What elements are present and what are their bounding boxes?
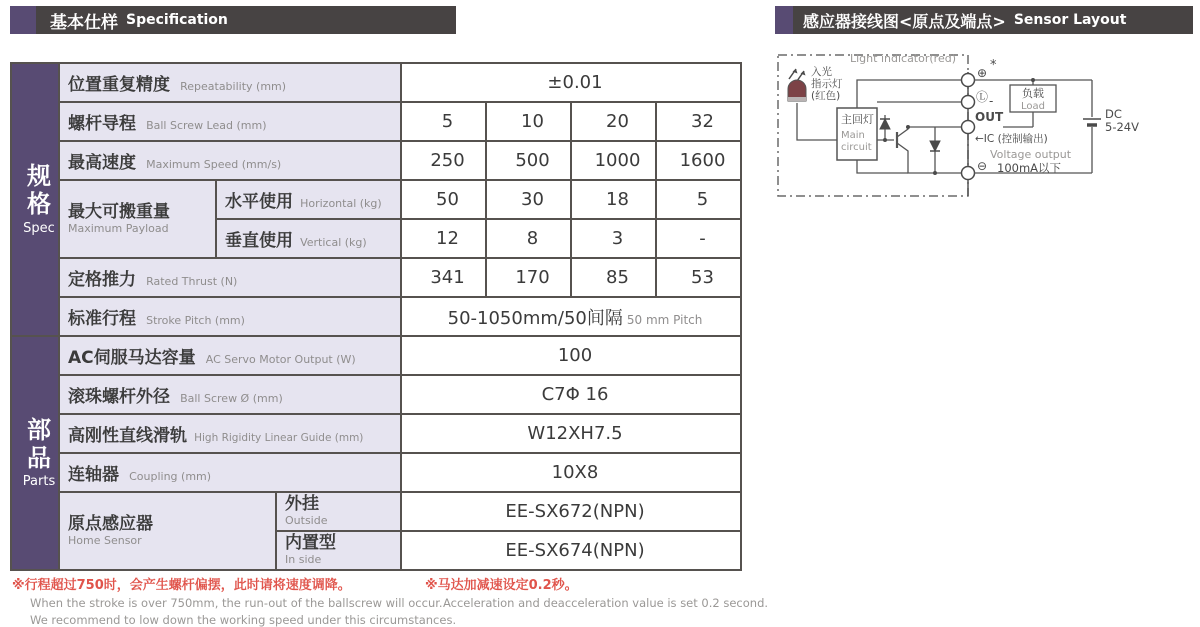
lead-value-2: 10 [486, 102, 571, 141]
terminal-out-label: OUT [975, 110, 1004, 124]
spec-header-bar [10, 6, 456, 34]
sensor-wiring-diagram [775, 45, 1155, 205]
sensor-layout-header-bar [775, 6, 1193, 34]
screw-od-value: C7Φ 16 [401, 375, 741, 414]
inside-zh: 内置型 [285, 533, 336, 554]
lead-value-3: 20 [571, 102, 656, 141]
servo-zh: AC伺服马达容量 [68, 348, 196, 368]
row-payload-horizontal [11, 180, 741, 219]
stroke-en: Stroke Pitch (mm) [146, 314, 245, 327]
sidebar-spec-zh1: 规 [27, 162, 51, 191]
speed-label [59, 141, 401, 180]
speed-value-1: 250 [401, 141, 486, 180]
purple-accent-square [10, 6, 36, 34]
footnote-acceleration [425, 574, 768, 610]
speed-en: Maximum Speed (mm/s) [146, 158, 282, 171]
coupling-value: 10X8 [401, 453, 741, 492]
row-coupling [11, 453, 741, 492]
vertical-value-4: - [656, 219, 741, 258]
incident-light-label-2: 指示灯 [811, 78, 843, 90]
thrust-value-3: 85 [571, 258, 656, 297]
coupling-label [59, 453, 401, 492]
guide-zh: 高刚性直线滑轨 [68, 426, 187, 446]
spec-header-zh: 基本仕样 [50, 12, 118, 33]
terminal-star-label: * [990, 58, 997, 73]
row-ball-screw-od [11, 375, 741, 414]
incident-light-arrows-icon [789, 69, 806, 81]
stroke-value-main: 50-1050mm/50间隔 [447, 307, 623, 329]
row-servo-output [11, 336, 741, 375]
row-linear-guide [11, 414, 741, 453]
incident-light-label-3: (红色) [811, 90, 841, 102]
speed-value-4: 1600 [656, 141, 741, 180]
screw-od-zh: 滚珠螺杆外径 [68, 387, 170, 407]
speed-value-2: 500 [486, 141, 571, 180]
screw-od-en: Ball Screw Ø (mm) [180, 392, 283, 405]
sensor-header-en: Sensor Layout [1013, 12, 1127, 28]
horizontal-label [216, 180, 401, 219]
lead-value-1: 5 [401, 102, 486, 141]
horizontal-value-1: 50 [401, 180, 486, 219]
repeatability-value: ±0.01 [401, 63, 741, 102]
main-circuit-en2: circuit [841, 142, 872, 153]
horizontal-value-3: 18 [571, 180, 656, 219]
row-repeatability [11, 63, 741, 102]
row-rated-thrust [11, 258, 741, 297]
row-max-speed [11, 141, 741, 180]
home-sensor-en: Home Sensor [68, 533, 142, 547]
dc-label: DC [1105, 107, 1122, 121]
payload-label [59, 180, 216, 258]
horizontal-zh: 水平使用 [225, 192, 293, 212]
terminal-l-label: Ⓛ [976, 90, 989, 104]
footnote-stroke-en2: We recommend to low down the working speed under this circumstances. [30, 613, 457, 627]
guide-en: High Rigidity Linear Guide (mm) [194, 432, 364, 444]
spec-header-en: Specification [126, 12, 228, 28]
lead-zh: 螺杆导程 [68, 114, 136, 134]
sensor-header-zh: 感应器接线图<原点及端点> [803, 11, 1006, 31]
lead-en: Ball Screw Lead (mm) [146, 119, 267, 132]
junction-dot [1031, 78, 1035, 82]
vertical-value-2: 8 [486, 219, 571, 258]
inside-value: EE-SX674(NPN) [401, 531, 741, 570]
lead-value-4: 32 [656, 102, 741, 141]
coupling-zh: 连轴器 [68, 465, 119, 485]
terminal-l-dash: - [989, 94, 994, 108]
thrust-en: Rated Thrust (N) [146, 275, 238, 288]
outside-value: EE-SX672(NPN) [401, 492, 741, 531]
servo-value: 100 [401, 336, 741, 375]
sidebar-spec-zh2: 格 [27, 190, 51, 218]
lead-label [59, 102, 401, 141]
footnote-stroke-en1: When the stroke is over 750mm, the run-out of the ballscrew will occur. [30, 596, 443, 610]
thrust-label [59, 258, 401, 297]
stroke-value [401, 297, 741, 336]
repeatability-label [59, 63, 401, 102]
junction-dots [883, 125, 937, 175]
stroke-label [59, 297, 401, 336]
footnote-stroke [12, 574, 456, 627]
servo-label [59, 336, 401, 375]
zener-diode-icons [880, 119, 940, 151]
outside-label [276, 492, 401, 531]
horizontal-value-4: 5 [656, 180, 741, 219]
footnote-accel-zh: ※马达加减速设定0.2秒。 [425, 578, 578, 593]
servo-en: AC Servo Motor Output (W) [205, 353, 356, 366]
stroke-value-suffix: 50 mm Pitch [626, 312, 703, 327]
outside-en: Outside [285, 514, 328, 528]
footnote-stroke-zh: ※行程超过750时，会产生螺杆偏摆，此时请将速度调降。 [12, 578, 351, 593]
thrust-zh: 定格推力 [68, 270, 136, 290]
payload-en: Maximum Payload [68, 221, 169, 235]
guide-value: W12XH7.5 [401, 414, 741, 453]
vertical-value-1: 12 [401, 219, 486, 258]
repeatability-en: Repeatability (mm) [180, 80, 287, 93]
repeatability-zh: 位置重复精度 [68, 75, 170, 95]
terminal-plus-label: ⊕ [977, 66, 988, 80]
coupling-en: Coupling (mm) [129, 470, 212, 483]
payload-zh: 最大可搬重量 [68, 201, 170, 222]
horizontal-en: Horizontal (kg) [300, 197, 382, 210]
sidebar-parts-en: Parts [22, 474, 56, 490]
stroke-zh: 标准行程 [68, 309, 136, 329]
load-zh: 负载 [1022, 87, 1044, 100]
specification-table [10, 62, 742, 571]
guide-label [59, 414, 401, 453]
thrust-value-1: 341 [401, 258, 486, 297]
footnote-accel-en: Acceleration and deacceleration value is set 0.2 second. [443, 596, 769, 610]
vertical-label [216, 219, 401, 258]
battery-icon [1083, 119, 1101, 125]
purple-accent-square [775, 6, 793, 34]
dc-voltage-label: 5-24V [1105, 120, 1139, 134]
row-ball-screw-lead [11, 102, 741, 141]
screw-od-label [59, 375, 401, 414]
home-sensor-label [59, 492, 276, 570]
vertical-en: Vertical (kg) [300, 236, 367, 249]
horizontal-value-2: 30 [486, 180, 571, 219]
vertical-value-3: 3 [571, 219, 656, 258]
current-limit-label: 100mA以下 [997, 161, 1062, 175]
incident-light-label-1: 入光 [811, 66, 832, 78]
main-circuit-en1: Main [841, 130, 865, 141]
thrust-value-2: 170 [486, 258, 571, 297]
home-sensor-zh: 原点感应器 [68, 513, 153, 534]
terminal-minus-label: ⊖ [977, 159, 988, 173]
speed-zh: 最高速度 [68, 153, 136, 173]
inside-en: In side [285, 553, 322, 567]
speed-value-3: 1000 [571, 141, 656, 180]
sidebar-spec [11, 63, 59, 336]
thrust-value-4: 53 [656, 258, 741, 297]
sidebar-spec-en: Spec [23, 220, 55, 236]
sidebar-parts [11, 336, 59, 570]
voltage-output-label: Voltage output [990, 148, 1072, 161]
main-circuit-zh: 主回灯 [841, 113, 874, 126]
outside-zh: 外挂 [285, 494, 319, 515]
vertical-zh: 垂直使用 [225, 231, 293, 251]
sidebar-parts-zh2: 品 [27, 443, 51, 472]
inside-label [276, 531, 401, 570]
sidebar-parts-zh1: 部 [27, 415, 51, 444]
row-stroke-pitch [11, 297, 741, 336]
led-icon [788, 80, 806, 101]
row-home-sensor-outside [11, 492, 741, 531]
light-indicator-label: Light indicator(red) [850, 52, 956, 65]
load-en: Load [1021, 101, 1045, 112]
ic-output-label: ←IC (控制输出) [975, 133, 1048, 145]
